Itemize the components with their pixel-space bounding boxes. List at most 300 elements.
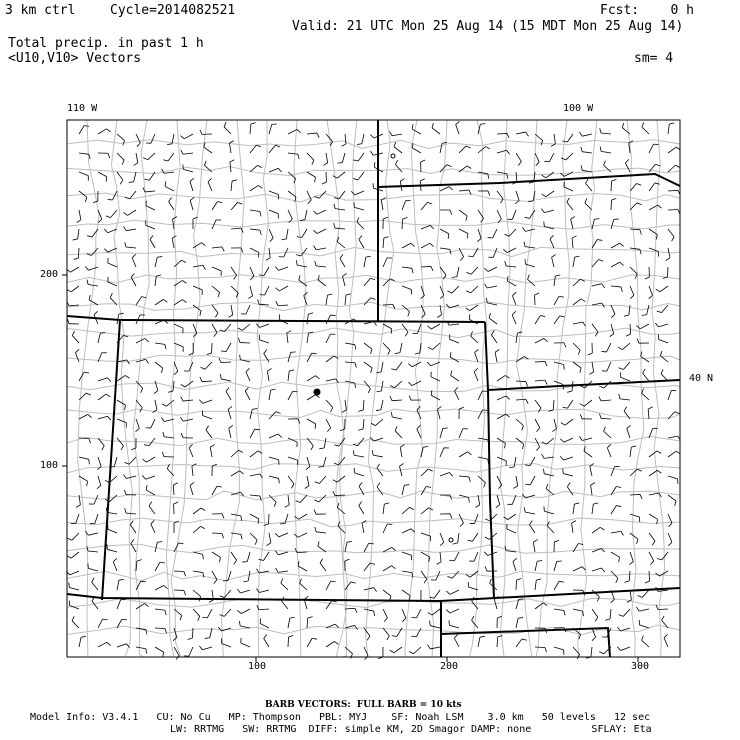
wind-barb xyxy=(611,198,616,210)
county-line xyxy=(67,275,680,283)
county-line xyxy=(67,625,680,635)
wind-barb xyxy=(668,390,676,400)
county-line xyxy=(349,269,354,310)
wind-barb xyxy=(342,134,346,146)
wind-barb xyxy=(269,145,280,153)
wind-barb xyxy=(250,210,261,216)
county-line xyxy=(299,424,301,445)
county-line xyxy=(117,262,119,305)
wind-barb xyxy=(134,153,138,165)
wind-barb xyxy=(402,590,410,601)
wind-barb xyxy=(643,369,649,381)
county-line xyxy=(655,229,656,268)
wind-barb xyxy=(440,229,449,239)
wind-barb xyxy=(288,476,294,488)
wind-barb xyxy=(155,542,162,552)
county-line xyxy=(336,293,338,316)
wind-barb xyxy=(642,122,649,134)
wind-barb xyxy=(552,419,556,432)
wind-barb xyxy=(630,267,637,279)
wind-barb xyxy=(155,609,166,615)
wind-barb xyxy=(364,278,375,286)
wind-barb xyxy=(573,279,585,286)
wind-barb xyxy=(125,191,136,199)
wind-barb xyxy=(421,508,433,514)
wind-barb xyxy=(484,284,497,288)
wind-barb xyxy=(535,560,542,571)
wind-barb xyxy=(630,552,634,565)
county-line xyxy=(659,607,661,642)
wind-barb xyxy=(108,524,117,533)
wind-barb xyxy=(450,352,459,362)
county-line xyxy=(341,500,346,530)
wind-barb xyxy=(649,552,654,565)
wind-barb xyxy=(370,151,383,155)
wind-barb xyxy=(488,248,497,257)
wind-barb xyxy=(440,514,452,519)
wind-barb xyxy=(295,514,307,519)
wind-barb xyxy=(421,469,433,476)
wind-barb xyxy=(250,533,257,545)
wind-barb xyxy=(259,552,269,560)
county-line xyxy=(225,549,229,595)
wind-barb xyxy=(383,566,395,571)
county-line xyxy=(481,513,483,547)
wind-barb xyxy=(449,552,459,561)
wind-barb xyxy=(560,172,573,176)
wind-barb xyxy=(199,400,212,404)
wind-barb xyxy=(231,471,244,476)
county-line xyxy=(578,642,579,657)
wind-barb xyxy=(345,541,352,552)
wind-barb xyxy=(554,275,560,286)
y-tick-200: 200 xyxy=(40,269,59,280)
wind-barb xyxy=(579,132,592,136)
wind-barb xyxy=(478,457,489,464)
wind-barb xyxy=(402,529,415,533)
county-line xyxy=(304,266,306,297)
wind-barb xyxy=(212,533,224,538)
wind-barb xyxy=(411,628,421,637)
county-line xyxy=(469,645,472,657)
wind-barb xyxy=(259,335,269,343)
county-line xyxy=(332,157,338,199)
county-line xyxy=(237,120,240,158)
county-line xyxy=(663,523,664,548)
wind-barb xyxy=(174,502,179,514)
wind-barb xyxy=(307,419,316,429)
wind-barb xyxy=(131,273,136,286)
wind-barb xyxy=(607,444,611,457)
county-line xyxy=(175,642,180,657)
wind-barb xyxy=(573,299,585,305)
wind-barb xyxy=(123,474,136,478)
wind-barb xyxy=(98,642,111,647)
county-line xyxy=(67,382,680,392)
county-line xyxy=(263,223,269,263)
wind-barb xyxy=(437,552,441,564)
county-line xyxy=(652,268,655,311)
wind-barb xyxy=(169,198,174,210)
wind-barb xyxy=(364,381,370,393)
wind-barb xyxy=(358,400,364,411)
wind-barb xyxy=(231,228,243,232)
wind-barb xyxy=(181,397,193,401)
lon-label-100w: 100 W xyxy=(563,103,594,114)
wind-barb xyxy=(446,609,459,613)
wind-barb xyxy=(200,362,212,369)
wind-barb xyxy=(411,609,421,618)
wind-barb xyxy=(563,400,573,408)
county-line xyxy=(373,486,374,527)
wind-barb xyxy=(79,414,92,419)
wind-barb xyxy=(611,506,621,514)
wind-barb xyxy=(130,521,136,533)
wind-barb xyxy=(376,400,383,411)
wind-barb xyxy=(573,256,580,267)
wind-barb xyxy=(117,579,124,590)
wind-barb xyxy=(288,153,299,159)
wind-barb xyxy=(478,147,490,153)
wind-barb xyxy=(163,432,174,438)
wind-barb xyxy=(630,446,636,457)
wind-barb xyxy=(571,216,575,229)
wind-barb xyxy=(221,343,231,352)
wind-barb xyxy=(364,588,377,592)
wind-barb xyxy=(649,470,661,476)
wind-barb xyxy=(276,301,288,306)
county-line xyxy=(67,409,680,418)
wind-barb xyxy=(314,245,326,249)
wind-barb xyxy=(495,350,499,362)
county-line xyxy=(581,530,587,578)
wind-barb xyxy=(193,508,205,514)
wind-barb xyxy=(648,407,652,419)
wind-barb xyxy=(66,571,79,575)
wind-barb xyxy=(85,531,98,535)
wind-barb xyxy=(364,628,370,640)
wind-barb xyxy=(117,375,129,381)
county-line xyxy=(432,625,434,657)
county-line xyxy=(368,461,373,487)
city-dot-large xyxy=(314,389,321,396)
county-line xyxy=(554,421,557,445)
wind-barb xyxy=(636,607,649,611)
wind-barb xyxy=(535,380,547,384)
wind-barb xyxy=(307,153,314,165)
wind-barb xyxy=(326,356,338,362)
wind-barb xyxy=(417,406,421,419)
wind-barb xyxy=(342,273,346,286)
lat-label-40n: 40 N xyxy=(689,373,714,384)
wind-barb xyxy=(661,369,668,381)
wind-barb xyxy=(267,533,271,545)
wind-barb xyxy=(383,628,389,640)
county-line xyxy=(521,565,524,587)
wind-barb xyxy=(639,620,649,628)
wind-barb xyxy=(125,242,136,248)
wind-barb xyxy=(269,168,282,172)
wind-barb xyxy=(573,362,581,373)
wind-barb xyxy=(67,533,79,540)
wind-barb xyxy=(402,267,413,273)
wind-barb xyxy=(554,540,559,552)
county-line xyxy=(632,613,635,639)
wind-barb xyxy=(477,229,481,242)
wind-barb xyxy=(345,381,356,388)
wind-barb xyxy=(581,165,592,172)
wind-barb xyxy=(515,191,519,204)
county-line xyxy=(87,565,88,615)
wind-barb xyxy=(180,417,193,421)
wind-barb xyxy=(124,210,136,215)
county-line xyxy=(565,183,566,228)
county-line xyxy=(505,377,507,413)
county-line xyxy=(638,312,641,348)
wind-barb xyxy=(345,608,357,613)
wind-barb xyxy=(354,202,364,210)
wind-barb xyxy=(554,561,562,571)
wind-barb xyxy=(611,180,616,191)
wind-barb xyxy=(630,514,640,522)
county-line xyxy=(536,648,538,657)
wind-barb xyxy=(287,331,291,343)
wind-barb xyxy=(649,286,653,299)
wind-barb xyxy=(136,647,147,654)
wind-barb xyxy=(485,567,497,572)
wind-barb xyxy=(155,586,168,591)
county-line xyxy=(482,349,483,372)
wind-barb xyxy=(285,495,289,507)
county-line xyxy=(509,237,510,272)
county-line xyxy=(413,521,414,569)
wind-barb xyxy=(259,267,269,276)
county-line xyxy=(67,328,680,338)
wind-barb xyxy=(326,400,333,412)
county-line xyxy=(67,464,680,473)
county-line xyxy=(133,400,137,429)
wind-barb xyxy=(544,506,554,514)
county-line xyxy=(174,192,177,227)
wind-barb xyxy=(447,286,459,293)
wind-barb xyxy=(132,254,136,267)
wind-barb xyxy=(421,160,426,172)
wind-barb xyxy=(649,144,659,153)
field-title: Total precip. in past 1 h xyxy=(8,36,204,51)
wind-barb xyxy=(542,172,554,178)
wind-barb xyxy=(208,178,212,191)
county-line xyxy=(240,158,244,199)
state-line xyxy=(378,174,680,187)
wind-barb xyxy=(275,267,288,271)
wind-barb xyxy=(402,305,410,316)
wind-barb xyxy=(364,343,372,354)
county-line xyxy=(67,193,680,202)
county-line xyxy=(176,528,180,552)
wind-barb xyxy=(67,319,79,324)
wind-barb xyxy=(402,243,415,248)
wind-barb xyxy=(383,343,390,355)
wind-barb xyxy=(516,153,521,165)
county-line xyxy=(130,469,133,492)
wind-barb xyxy=(383,258,392,267)
county-line xyxy=(472,608,476,645)
county-line xyxy=(505,531,506,580)
cycle-label: Cycle=2014082521 xyxy=(110,3,236,18)
wind-barb xyxy=(454,387,459,400)
wind-barb xyxy=(421,266,433,271)
wind-barb xyxy=(181,381,193,387)
wind-barb xyxy=(561,419,573,425)
county-line xyxy=(258,410,261,444)
wind-barb xyxy=(467,267,478,274)
wind-barb xyxy=(604,427,611,438)
wind-barb xyxy=(449,620,459,628)
wind-barb xyxy=(554,296,564,305)
county-line xyxy=(94,263,96,283)
wind-barb xyxy=(551,134,555,146)
county-line xyxy=(366,600,368,635)
wind-barb xyxy=(602,343,611,352)
county-line xyxy=(188,365,191,410)
wind-barb xyxy=(637,339,649,344)
wind-barb xyxy=(267,369,271,381)
wind-barb xyxy=(611,531,623,535)
wind-barb xyxy=(279,314,288,324)
wind-barb xyxy=(117,172,123,184)
wind-barb xyxy=(468,533,478,541)
wind-barb xyxy=(554,581,564,590)
wind-barb xyxy=(229,425,233,438)
wind-barb xyxy=(656,286,668,292)
county-line xyxy=(295,469,298,493)
county-line xyxy=(517,366,522,390)
wind-barb xyxy=(242,552,250,562)
wind-barb xyxy=(136,381,143,393)
county-boundaries xyxy=(67,120,680,657)
county-line xyxy=(445,120,447,166)
wind-barb xyxy=(421,202,432,210)
wind-barb xyxy=(453,533,459,544)
wind-barb xyxy=(560,456,573,460)
county-line xyxy=(354,207,356,245)
wind-barb xyxy=(509,457,516,468)
wind-barb xyxy=(250,429,260,438)
wind-barb xyxy=(421,243,434,248)
county-line xyxy=(483,288,487,325)
wind-barb xyxy=(437,406,441,419)
wind-barb xyxy=(402,485,409,495)
wind-barb xyxy=(550,235,554,248)
county-line xyxy=(416,232,421,263)
wind-barb xyxy=(155,647,164,657)
wind-barb xyxy=(228,305,232,317)
wind-barb xyxy=(470,514,478,524)
wind-barb xyxy=(67,552,79,558)
wind-barb xyxy=(391,362,402,370)
wind-barb xyxy=(315,476,326,484)
county-line xyxy=(257,297,261,334)
county-line xyxy=(476,547,481,580)
wind-barb xyxy=(535,293,540,305)
wind-barb xyxy=(451,371,459,381)
wind-barb xyxy=(668,210,680,215)
wind-barb xyxy=(600,146,611,153)
county-line xyxy=(261,263,263,297)
county-line xyxy=(336,316,337,338)
wind-barb xyxy=(563,469,573,476)
county-line xyxy=(354,245,356,268)
wind-barb xyxy=(98,172,107,182)
wind-barb xyxy=(326,334,335,343)
wind-barb xyxy=(66,267,79,272)
wind-barb xyxy=(504,229,516,236)
wind-barb xyxy=(146,201,155,210)
wind-barb xyxy=(269,434,282,438)
wind-barb xyxy=(592,503,598,514)
wind-barb xyxy=(580,414,592,419)
county-line xyxy=(139,477,140,521)
wind-barb xyxy=(592,609,598,621)
wind-barb xyxy=(250,248,259,257)
county-line xyxy=(633,228,637,275)
wind-barb xyxy=(288,419,300,424)
wind-barb xyxy=(206,426,212,438)
wind-barb xyxy=(611,571,618,583)
wind-barb xyxy=(333,491,345,496)
wind-barb xyxy=(440,448,449,457)
wind-barb xyxy=(212,486,222,495)
wind-barb xyxy=(89,495,98,504)
wind-barb xyxy=(246,368,250,381)
wind-barb xyxy=(560,438,573,442)
county-line xyxy=(337,385,341,406)
wind-barb xyxy=(529,521,535,533)
wind-barb xyxy=(117,400,126,410)
wind-barb xyxy=(307,376,319,381)
county-line xyxy=(296,380,299,424)
wind-barb xyxy=(507,276,516,286)
county-line xyxy=(67,247,680,256)
county-line xyxy=(437,247,442,275)
wind-barb xyxy=(300,579,307,590)
wind-barb xyxy=(478,124,485,134)
wind-barb xyxy=(452,267,459,278)
wind-barb xyxy=(505,261,516,267)
wind-barb xyxy=(459,210,467,221)
wind-barb xyxy=(390,381,402,388)
wind-barb xyxy=(98,333,105,343)
wind-barb xyxy=(288,391,298,400)
wind-barb xyxy=(146,419,155,428)
county-line xyxy=(67,571,680,580)
wind-barb xyxy=(224,122,231,134)
wind-barb xyxy=(528,275,535,286)
wind-barb xyxy=(573,322,586,326)
wind-barb xyxy=(579,436,592,440)
wind-barb xyxy=(572,521,576,533)
wind-barb xyxy=(318,275,326,286)
wind-barb xyxy=(357,134,364,145)
wind-barb xyxy=(288,370,294,381)
wind-barb xyxy=(478,191,490,196)
county-line xyxy=(518,529,522,565)
wind-barb xyxy=(446,590,459,594)
wind-barb xyxy=(611,262,624,267)
wind-barb xyxy=(415,343,421,354)
wind-barb xyxy=(190,482,194,495)
wind-barb xyxy=(562,134,573,142)
